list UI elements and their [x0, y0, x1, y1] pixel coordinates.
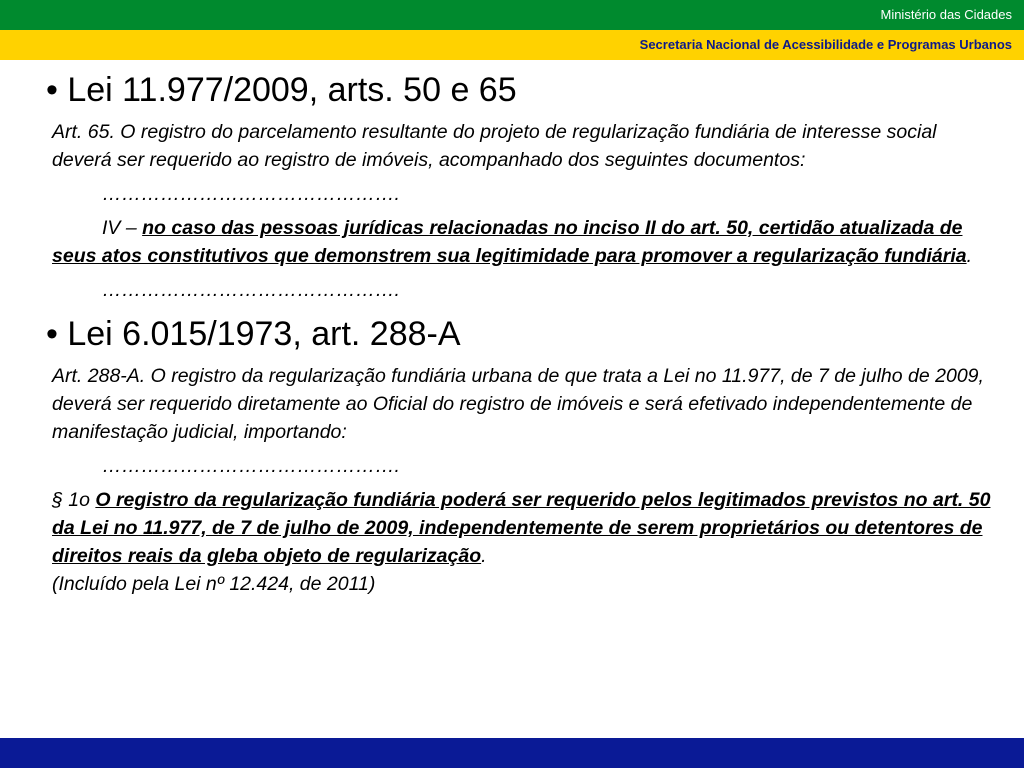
secretariat-label: Secretaria Nacional de Acessibilidade e Programas Urbanos [639, 37, 1012, 52]
ellipsis-3: ………………………………………. [102, 455, 400, 477]
ellipsis-1: ………………………………………. [102, 183, 400, 205]
inciso-iv-prefix: IV – [102, 217, 143, 239]
art-65-text: Art. 65. O registro do parcelamento resultante do projeto de regularização fundiária de interesse social deverá ser requerido ao registro de imóveis, acompanhado dos seguintes documentos: [52, 121, 937, 171]
footer-blue-bar [0, 738, 1024, 768]
paragraph-1-text: O registro da regularização fundiária poderá ser requerido pelos legitimados previstos no art. 50 da Lei no 11.977, de 7 de julho de 2009, independentemente de serem proprietários ou detentores de direitos reais da gleba objeto de regularização [52, 489, 991, 567]
ministry-label: Ministério das Cidades [880, 7, 1012, 22]
paragraph-1-prefix: § 1o [52, 489, 96, 511]
inciso-iv-text: no caso das pessoas jurídicas relacionadas no inciso II do art. 50, certidão atualizada de seus atos constitutivos que demonstrem sua legitimidade para promover a regularização fundiária [52, 217, 967, 267]
inciso-iv-end: . [966, 245, 973, 267]
inciso-iv [52, 214, 997, 270]
paragraph-1 [52, 486, 997, 570]
inclusion-note: (Incluído pela Lei nº 12.424, de 2011) [52, 573, 376, 595]
header-yellow-bar [0, 30, 1024, 60]
bullet-lei-6015: • Lei 6.015/1973, art. 288-A [46, 315, 461, 353]
slide-content [46, 70, 997, 598]
bullet-lei-11977: • Lei 11.977/2009, arts. 50 e 65 [46, 71, 517, 109]
art-288a-text: Art. 288-A. O registro da regularização fundiária urbana de que trata a Lei no 11.977, de 7 de julho de 2009, deverá ser requerido diretamente ao Oficial do registro de imóveis e será efetivado independentemente de manifestação judicial, importando: [52, 365, 984, 443]
paragraph-1-end: . [481, 545, 487, 567]
header-green-bar [0, 0, 1024, 30]
ellipsis-2: ………………………………………. [102, 279, 400, 301]
